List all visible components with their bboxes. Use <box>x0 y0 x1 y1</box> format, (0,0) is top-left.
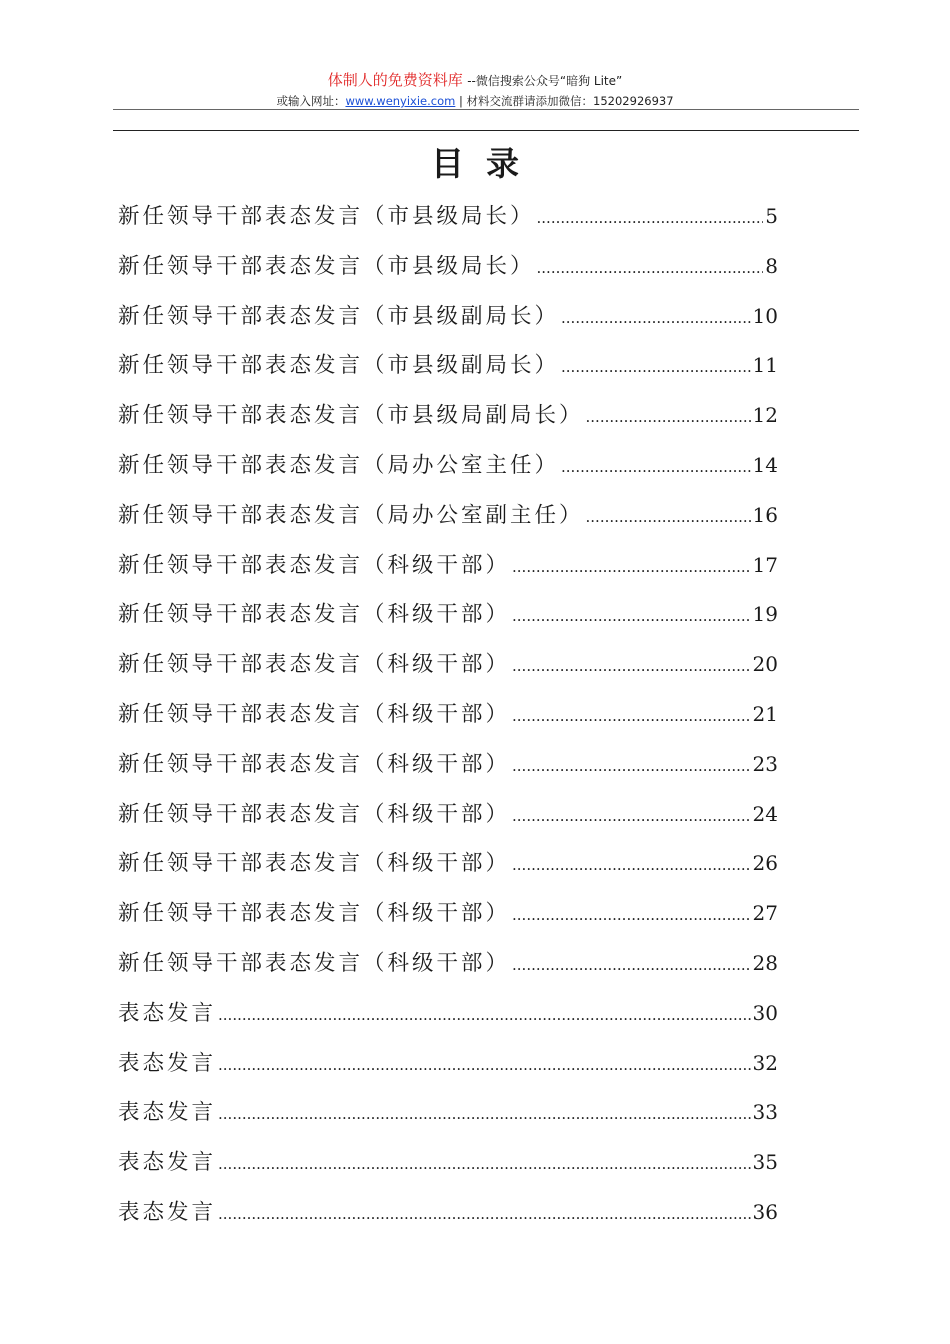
toc-entry-page: 28 <box>752 950 778 975</box>
toc-leader <box>218 991 751 1041</box>
toc-entry-title: 新任领导干部表态发言（市县级副局长） <box>118 353 560 379</box>
toc-entry[interactable] <box>118 1188 778 1238</box>
toc-leader <box>512 742 751 792</box>
toc-entry[interactable] <box>118 740 778 790</box>
toc-entry[interactable] <box>118 640 778 690</box>
toc-entry[interactable] <box>118 839 778 889</box>
toc-entry-page: 21 <box>752 701 778 726</box>
toc-leader <box>537 244 764 294</box>
toc-entry-title: 新任领导干部表态发言（科级干部） <box>118 751 511 777</box>
toc-entry[interactable] <box>118 989 778 1039</box>
toc-entry-title: 新任领导干部表态发言（科级干部） <box>118 801 511 827</box>
toc-entry-page: 12 <box>752 403 778 428</box>
header-site-line <box>0 92 950 110</box>
toc-entry[interactable] <box>118 341 778 391</box>
toc-leader <box>218 1190 751 1240</box>
toc-entry-title: 表态发言 <box>118 1000 217 1026</box>
toc-entry-title: 新任领导干部表态发言（科级干部） <box>118 602 511 628</box>
toc-leader <box>561 294 751 344</box>
toc-entry[interactable] <box>118 939 778 989</box>
toc-entry-title: 表态发言 <box>118 1050 217 1076</box>
toc-entry-page: 24 <box>752 801 778 826</box>
toc-entry-page: 19 <box>752 602 778 627</box>
toc-entry-title: 新任领导干部表态发言（市县级局副局长） <box>118 403 584 429</box>
toc-entry-page: 27 <box>752 901 778 926</box>
toc-entry[interactable] <box>118 590 778 640</box>
page-title: 目录 <box>431 144 541 183</box>
toc-entry-title: 表态发言 <box>118 1199 217 1225</box>
toc-entry-page: 36 <box>752 1199 778 1224</box>
toc-leader <box>512 642 751 692</box>
toc-leader <box>537 194 764 244</box>
table-of-contents <box>118 192 778 1238</box>
toc-entry-page: 26 <box>752 851 778 876</box>
toc-entry-page: 14 <box>752 452 778 477</box>
toc-entry-page: 35 <box>752 1150 778 1175</box>
toc-entry-title: 新任领导干部表态发言（科级干部） <box>118 652 511 678</box>
toc-entry[interactable] <box>118 292 778 342</box>
toc-entry-page: 5 <box>765 204 778 228</box>
toc-leader <box>561 343 751 393</box>
toc-entry-title: 表态发言 <box>118 1100 217 1126</box>
toc-entry-title: 新任领导干部表态发言（科级干部） <box>118 901 511 927</box>
toc-entry-title: 新任领导干部表态发言（科级干部） <box>118 552 511 578</box>
toc-entry-title: 新任领导干部表态发言（科级干部） <box>118 851 511 877</box>
toc-entry-title: 新任领导干部表态发言（科级干部） <box>118 701 511 727</box>
site-link[interactable]: www.wenyixie.com <box>345 94 456 108</box>
toc-entry-page: 17 <box>752 552 778 577</box>
toc-entry[interactable] <box>118 242 778 292</box>
toc-entry[interactable] <box>118 1039 778 1089</box>
toc-leader <box>218 1140 751 1190</box>
toc-entry[interactable] <box>118 391 778 441</box>
toc-entry-page: 33 <box>752 1100 778 1125</box>
toc-entry[interactable] <box>118 192 778 242</box>
toc-leader <box>586 393 751 443</box>
brand-tagline: --微信搜索公众号“暗狗 Lite” <box>467 74 623 88</box>
toc-entry-page: 30 <box>752 1000 778 1025</box>
toc-entry-title: 新任领导干部表态发言（科级干部） <box>118 950 511 976</box>
brand-name: 体制人的免费资料库 <box>327 71 463 89</box>
site-prefix: 或输入网址： <box>276 94 346 108</box>
toc-entry-title: 表态发言 <box>118 1150 217 1176</box>
toc-entry-page: 23 <box>752 751 778 776</box>
toc-entry-page: 32 <box>752 1050 778 1075</box>
toc-entry[interactable] <box>118 1088 778 1138</box>
toc-entry[interactable] <box>118 491 778 541</box>
toc-entry[interactable] <box>118 889 778 939</box>
toc-entry-title: 新任领导干部表态发言（局办公室副主任） <box>118 502 584 528</box>
toc-leader <box>512 841 751 891</box>
toc-leader <box>512 891 751 941</box>
toc-entry[interactable] <box>118 441 778 491</box>
toc-leader <box>561 443 751 493</box>
toc-leader <box>512 941 751 991</box>
toc-entry[interactable] <box>118 690 778 740</box>
toc-entry[interactable] <box>118 790 778 840</box>
toc-entry-title: 新任领导干部表态发言（局办公室主任） <box>118 452 560 478</box>
header-brand-line <box>0 70 950 91</box>
toc-entry-title: 新任领导干部表态发言（市县级副局长） <box>118 303 560 329</box>
header-divider <box>113 109 859 110</box>
toc-leader <box>512 592 751 642</box>
page-header <box>0 70 950 110</box>
toc-leader <box>512 792 751 842</box>
toc-leader <box>218 1041 751 1091</box>
toc-leader <box>512 543 751 593</box>
toc-leader <box>586 493 751 543</box>
toc-leader <box>218 1090 751 1140</box>
toc-entry-title: 新任领导干部表态发言（市县级局长） <box>118 253 535 279</box>
toc-entry[interactable] <box>118 1138 778 1188</box>
toc-entry-page: 11 <box>752 353 778 378</box>
toc-entry-page: 16 <box>752 502 778 527</box>
toc-leader <box>512 692 751 742</box>
toc-entry[interactable] <box>118 541 778 591</box>
group-text: | 材料交流群请添加微信：15202926937 <box>455 94 674 108</box>
toc-entry-page: 20 <box>752 652 778 677</box>
title-divider <box>113 130 859 131</box>
toc-entry-page: 8 <box>765 253 778 278</box>
toc-entry-title: 新任领导干部表态发言（市县级局长） <box>118 204 535 229</box>
toc-entry-page: 10 <box>752 303 778 328</box>
